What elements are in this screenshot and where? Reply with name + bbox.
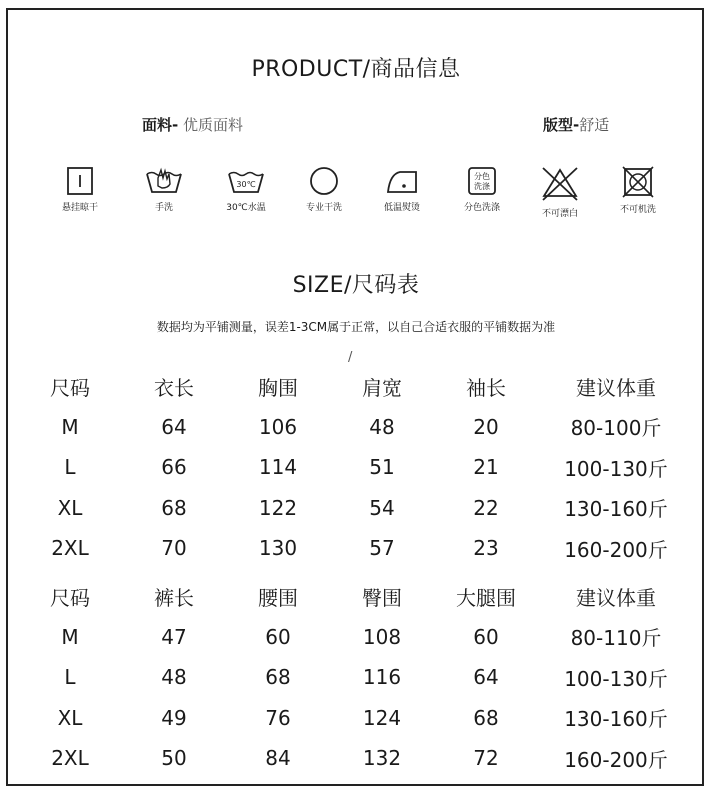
table-row — [18, 528, 694, 569]
table-cell: XL — [57, 495, 83, 520]
fabric-info — [142, 114, 243, 135]
table-row — [18, 488, 694, 529]
table-row — [18, 738, 694, 779]
header-cell: 大腿围 — [456, 585, 516, 610]
table-cell: 160-200斤 — [564, 747, 668, 772]
table-cell: 114 — [258, 455, 298, 480]
care-label: 手洗 — [154, 203, 173, 213]
fit-info — [543, 114, 609, 135]
no-bleach-icon — [540, 166, 580, 202]
header-cell: 袖长 — [466, 375, 506, 400]
bottom-size-table — [18, 576, 694, 779]
table-cell: 80-110斤 — [570, 626, 662, 651]
care-label: 专业干洗 — [305, 203, 342, 213]
hand-wash-icon — [144, 166, 184, 196]
table-row — [18, 447, 694, 488]
care-item-water-temp — [206, 166, 286, 213]
header-cell: 腰围 — [258, 585, 298, 610]
table-cell: 122 — [258, 495, 298, 520]
table-cell: 48 — [161, 665, 187, 690]
care-label: 30℃水温 — [226, 203, 266, 213]
table-cell: 76 — [265, 705, 291, 730]
table-header-row — [18, 576, 694, 617]
table-cell: 51 — [369, 455, 395, 480]
care-item-separate-wash — [442, 166, 522, 213]
table-cell: 132 — [362, 746, 402, 771]
low-iron-icon — [382, 166, 422, 196]
product-title: PRODUCT/商品信息 — [251, 57, 461, 82]
water-temp-badge: 30℃ — [236, 180, 256, 189]
table-cell: 48 — [369, 414, 395, 439]
table-cell: 130-160斤 — [564, 707, 668, 732]
care-item-dry-clean — [284, 166, 364, 213]
measurement-note: 数据均为平铺测量，误差1-3CM属于正常，以自己合适衣服的平铺数据为准 — [156, 320, 556, 334]
table-cell: 106 — [258, 414, 298, 439]
care-item-hand-wash — [124, 166, 204, 213]
no-machine-wash-icon — [621, 166, 655, 198]
header-cell: 胸围 — [258, 375, 298, 400]
table-cell: 100-130斤 — [564, 666, 668, 691]
table-cell: 66 — [161, 455, 187, 480]
table-cell: 20 — [473, 414, 499, 439]
table-cell: 22 — [473, 495, 499, 520]
table-cell: 100-130斤 — [564, 456, 668, 481]
fabric-value: 优质面料 — [178, 116, 244, 134]
hang-dry-icon — [64, 166, 96, 196]
table-cell: 21 — [473, 455, 499, 480]
water-temp-icon — [226, 166, 266, 196]
top-size-table — [18, 366, 694, 569]
table-row — [18, 617, 694, 658]
fit-value: 舒适 — [579, 116, 610, 134]
table-cell: 23 — [473, 536, 499, 561]
separate-wash-icon — [466, 166, 498, 196]
slash-mark: / — [348, 350, 353, 365]
table-cell: 70 — [161, 536, 187, 561]
table-cell: XL — [57, 705, 83, 730]
table-cell: 84 — [265, 746, 291, 771]
table-row — [18, 657, 694, 698]
table-header-row — [18, 366, 694, 407]
care-label: 悬挂晾干 — [61, 203, 98, 213]
table-cell: 64 — [161, 414, 187, 439]
care-item-hang-dry — [40, 166, 120, 213]
header-cell: 建议体重 — [576, 375, 656, 400]
table-cell: 57 — [369, 536, 395, 561]
care-item-low-iron — [362, 166, 442, 213]
table-cell: 72 — [473, 746, 499, 771]
table-cell: 160-200斤 — [564, 537, 668, 562]
table-cell: L — [64, 665, 76, 690]
table-cell: 68 — [473, 705, 499, 730]
dry-clean-icon — [308, 166, 340, 196]
table-cell: 68 — [161, 495, 187, 520]
table-cell: 68 — [265, 665, 291, 690]
fit-label: 版型- — [543, 116, 580, 134]
table-cell: 2XL — [51, 536, 89, 561]
table-cell: 60 — [473, 624, 499, 649]
header-cell: 裤长 — [154, 585, 194, 610]
care-icons — [40, 166, 680, 226]
size-title: SIZE/尺码表 — [292, 273, 420, 298]
table-cell: 47 — [161, 624, 187, 649]
care-item-no-bleach — [520, 166, 600, 219]
header-cell: 臀围 — [362, 585, 402, 610]
table-cell: M — [61, 414, 79, 439]
care-label: 不可漂白 — [541, 209, 578, 219]
table-cell: 49 — [161, 705, 187, 730]
table-cell: 108 — [362, 624, 402, 649]
table-cell: 80-100斤 — [570, 416, 662, 441]
table-cell: 130 — [258, 536, 298, 561]
table-row — [18, 698, 694, 739]
header-cell: 肩宽 — [362, 375, 402, 400]
table-row — [18, 407, 694, 448]
header-cell: 衣长 — [154, 375, 194, 400]
header-cell: 尺码 — [50, 585, 90, 610]
care-label: 不可机洗 — [619, 205, 656, 215]
table-cell: 54 — [369, 495, 395, 520]
header-cell: 建议体重 — [576, 585, 656, 610]
care-item-no-machine-wash — [598, 166, 678, 215]
table-cell: M — [61, 624, 79, 649]
fabric-label: 面料- — [142, 116, 179, 134]
table-cell: 130-160斤 — [564, 497, 668, 522]
table-cell: L — [64, 455, 76, 480]
header-cell: 尺码 — [50, 375, 90, 400]
table-cell: 64 — [473, 665, 499, 690]
table-cell: 2XL — [51, 746, 89, 771]
table-cell: 124 — [362, 705, 402, 730]
care-label: 分色洗涤 — [463, 203, 500, 213]
separate-badge-bottom: 洗涤 — [474, 182, 490, 191]
table-cell: 116 — [362, 665, 402, 690]
table-cell: 50 — [161, 746, 187, 771]
care-label: 低温熨烫 — [383, 203, 420, 213]
separate-badge-top: 分色 — [474, 172, 490, 181]
table-cell: 60 — [265, 624, 291, 649]
